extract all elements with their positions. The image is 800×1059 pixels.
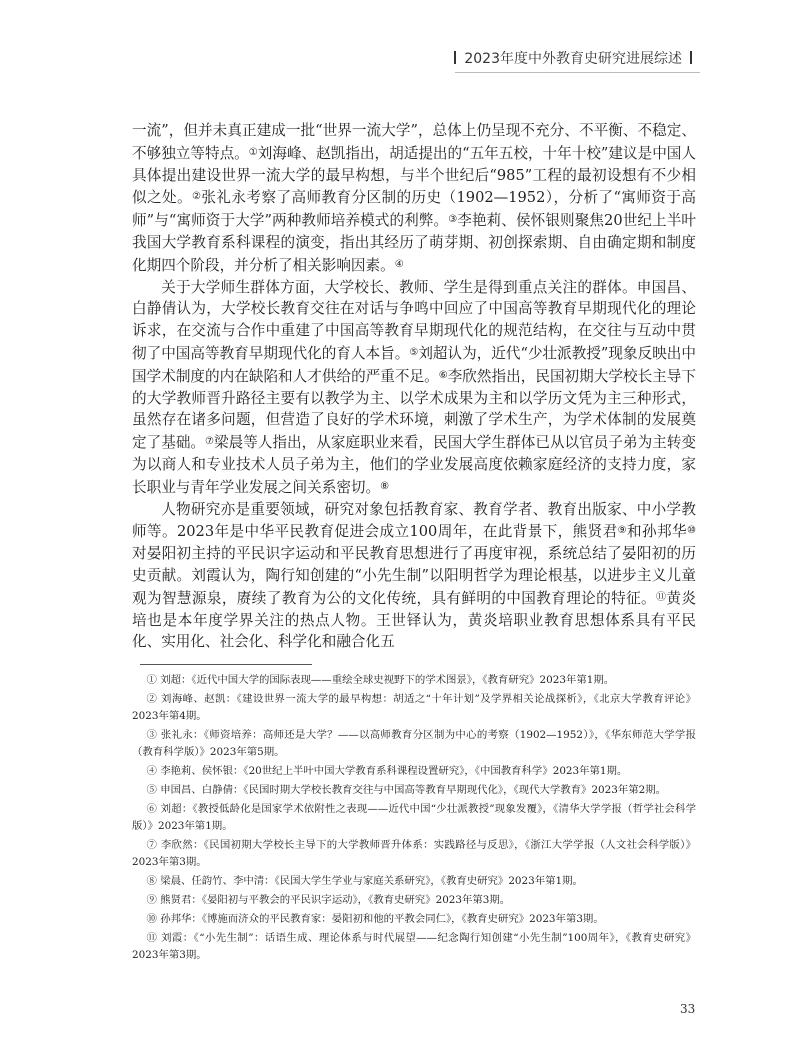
footnote-item [132, 763, 696, 780]
footnote-text: 刘霞：《“小先生制”：话语生成、理论体系与时代展望——纪念陶行知创建“小先生制”100周年》，《教育史研究》2023年第3期。 [132, 932, 696, 961]
footnote-text: 申国昌、白静倩：《民国时期大学校长教育交往与中国高等教育早期现代化》，《现代大学教育》2023年第2期。 [160, 784, 667, 796]
footnote-mark: ⑥ [146, 803, 158, 815]
footnote-mark: ⑨ [146, 894, 157, 906]
footnote-mark: ⑪ [146, 932, 158, 944]
footnote-text: 刘超：《近代中国大学的国际表现——重绘全球史视野下的学术图景》，《教育研究》2023年第1期。 [160, 674, 615, 686]
footnote-reference[interactable]: ⑥ [438, 369, 448, 381]
footnote-reference[interactable]: ④ [394, 258, 404, 270]
paragraph-text: 黄炎培也是本年度学界关注的热点人物。王世铎认为，黄炎培职业教育思想体系具有平民化、实用化、社会化、科学化和融合化五 [132, 589, 696, 651]
footnote-reference[interactable]: ⑩ [687, 525, 696, 537]
footnote-separator [140, 664, 312, 665]
footnote-item [132, 930, 696, 964]
paragraph-text: 一流”，但并未真正建成一批“世界一流大学”，总体上仍呈现不充分、不平衡、不稳定、不够独立等特点。 [132, 122, 696, 162]
running-header-title: 2023年度中外教育史研究进展综述 [464, 51, 682, 67]
paragraph-text: 关于大学师生群体方面，大学校长、教师、学生是得到重点关注的群体。申国昌、白静倩认为，大学校长教育交往在对话与争鸣中回应了中国高等教育早期现代化的理论诉求，在交流与合作中重建了中国高等教育早期现代化的规范结构，在交往与互动中贯彻了中国高等教育早期现代化的育人本旨。 [132, 278, 696, 362]
paragraph-text: 刘海峰、赵凯指出，胡适提出的“五年五校，十年十校”建议是中国人具体提出建设世界一流大学的最早构想，与半个世纪后“985”工程的最初设想有不少相似之处。 [132, 144, 696, 207]
footnote-text: 梁晨、任韵竹、李中清：《民国大学生学业与家庭关系研究》，《教育史研究》2023年第1期。 [160, 875, 583, 887]
footnote-item [132, 691, 696, 725]
paragraph-text: 梁晨等人指出，从家庭职业来看，民国大学生群体已从以官员子弟为主转变为以商人和专业技术人员子弟为主，他们的学业发展高度依赖家庭经济的支持力度，家长职业与青年学业发展之间关系密切。 [132, 434, 696, 496]
page-number: 33 [680, 1002, 696, 1016]
paragraph-text: 李欣然指出，民国初期大学校长主导下的大学教师晋升路径主要有以教学为主、以学术成果为主和以学历文凭为主三种形式，虽然存在诸多问题，但营造了良好的学术环境，刺激了学术生产，为学术体制的发展奠定了基础。 [132, 367, 696, 452]
body-paragraph [132, 499, 696, 654]
footnote-text: 李艳莉、侯怀银：《20世纪上半叶中国大学教育系科课程设置研究》，《中国教育科学》2023年第1期。 [160, 765, 628, 777]
footnote-mark: ⑧ [146, 875, 157, 887]
footnote-text: 熊贤君：《晏阳初与平教会的平民识字运动》，《教育史研究》2023年第3期。 [160, 894, 511, 906]
footnote-reference[interactable]: ① [248, 146, 258, 158]
footnote-reference[interactable]: ⑧ [380, 480, 390, 492]
header-rule [455, 72, 700, 73]
paragraph-text: 李艳莉、侯怀银则聚焦20世纪上半叶我国大学教育系科课程的演变，指出其经历了萌芽期、初创探索期、自由确定期和制度化期四个阶段，并分析了相关影响因素。 [132, 212, 697, 274]
footnote-reference[interactable]: ② [192, 191, 202, 203]
header-bar-right [690, 51, 692, 64]
paragraph-text: 张礼永考察了高师教育分区制的历史（1902—1952），分析了“寓师资于高师”与“寓师资于大学”两种教师培养模式的利弊。 [132, 189, 696, 230]
footnote-text: 刘海峰、赵凯：《建设世界一流大学的最早构想：胡适之“十年计划”及学界相关论战探析》，《北京大学教育评论》2023年第4期。 [132, 693, 696, 722]
body-paragraph [132, 120, 696, 277]
footnote-mark: ⑩ [146, 913, 157, 925]
footnote-item [132, 911, 696, 928]
footnote-reference[interactable]: ⑪ [656, 591, 667, 603]
footnote-reference[interactable]: ⑦ [205, 436, 215, 448]
footnotes [132, 672, 696, 966]
footnote-mark: ② [146, 693, 158, 705]
footnote-item [132, 727, 696, 761]
footnote-reference[interactable]: ③ [448, 214, 458, 226]
body-paragraph [132, 277, 696, 499]
footnote-mark: ⑦ [146, 839, 158, 851]
footnote-reference[interactable]: ⑨ [617, 525, 628, 537]
paragraph-text: 和孙邦华 [627, 523, 688, 541]
footnote-mark: ④ [146, 765, 157, 777]
footnote-item [132, 873, 696, 890]
footnote-mark: ⑤ [146, 784, 157, 796]
footnote-reference[interactable]: ⑤ [409, 346, 419, 358]
footnote-text: 李欣然：《民国初期大学校长主导下的大学教师晋升体系：实践路径与反思》，《浙江大学学报（人文社会科学版）》2023年第3期。 [132, 839, 696, 868]
footnote-item [132, 892, 696, 909]
footnote-mark: ③ [146, 729, 158, 741]
running-header [446, 48, 700, 68]
footnote-item [132, 837, 696, 871]
footnote-text: 刘超：《教授低龄化是国家学术依附性之表现——近代中国“少壮派教授”现象发覆》，《清华大学学报（哲学社会科学版）》2023年第1期。 [132, 803, 697, 832]
paragraph-text: 对晏阳初主持的平民识字运动和平民教育思想进行了再度审视，系统总结了晏阳初的历史贡献。刘霞认为，陶行知创建的“小先生制”以阳明哲学为理论根基，以进步主义儿童观为智慧源泉，赓续了教育为公的文化传统，具有鲜明的中国教育理论的特征。 [132, 545, 696, 607]
footnote-item [132, 672, 696, 689]
header-bar-left [454, 51, 456, 64]
footnote-item [132, 782, 696, 799]
footnote-text: 张礼永：《师资培养：高师还是大学？——以高师教育分区制为中心的考察（1902—1952）》，《华东师范大学学报（教育科学版）》2023年第5期。 [132, 729, 696, 758]
paragraph-text: 人物研究亦是重要领域，研究对象包括教育家、教育学者、教育出版家、中小学教师等。2023年是中华平民教育促进会成立100周年，在此背景下，熊贤君 [132, 500, 696, 541]
paragraph-text: 刘超认为，近代“少壮派教授”现象反映出中国学术制度的内在缺陷和人才供给的严重不足。 [132, 344, 696, 385]
main-body-text [132, 120, 696, 653]
footnote-mark: ① [146, 674, 157, 686]
footnote-item [132, 801, 696, 835]
footnote-text: 孙邦华：《博施而济众的平民教育家：晏阳初和他的平教会同仁》，《教育史研究》2023年第3期。 [160, 913, 604, 925]
